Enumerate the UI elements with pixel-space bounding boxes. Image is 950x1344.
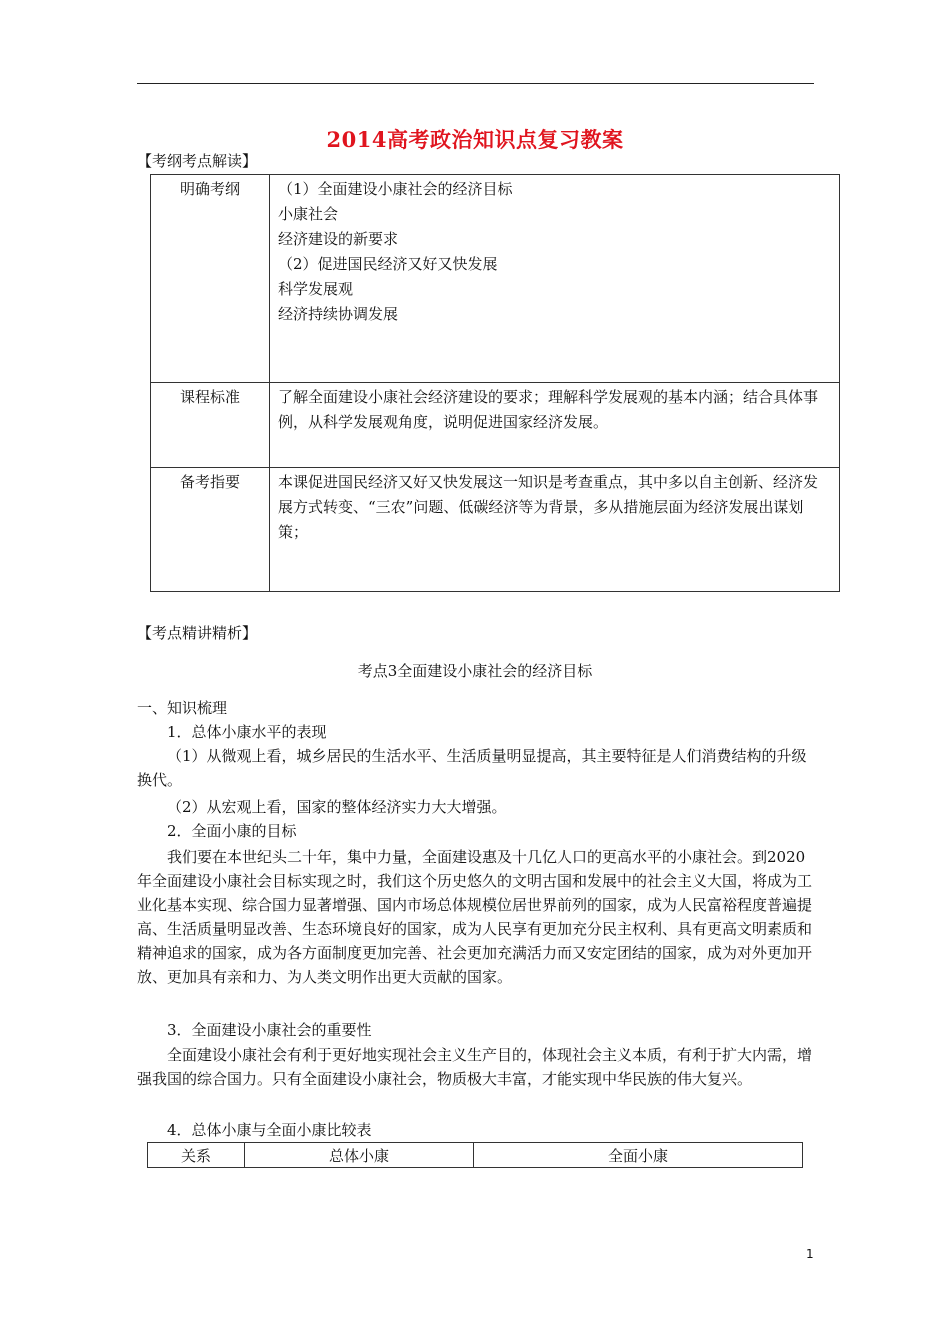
- section-heading-outline: 【考纲考点解读】: [137, 152, 258, 170]
- row-label: 明确考纲: [151, 175, 270, 383]
- paragraph-importance: 全面建设小康社会有利于更好地实现社会主义生产目的，体现社会主义本质，有利于扩大内需，增强我国的综合国力。只有全面建设小康社会，物质极大丰富，才能实现中华民族的伟大复兴。: [137, 1046, 813, 1088]
- row-label: 课程标准: [151, 383, 270, 468]
- table-header-row: [148, 1143, 803, 1168]
- row-content: [270, 175, 840, 383]
- content-line: （2）促进国民经济又好又快发展: [278, 255, 498, 273]
- kaodian-heading: 考点3全面建设小康社会的经济目标: [357, 662, 593, 680]
- subheading-4: 4．总体小康与全面小康比较表: [167, 1121, 372, 1139]
- column-header: 总体小康: [245, 1143, 474, 1168]
- table-row: [151, 383, 840, 468]
- paragraph-macro: （2）从宏观上看，国家的整体经济实力大大增强。: [167, 798, 507, 816]
- content-line: 科学发展观: [278, 280, 354, 298]
- heading-knowledge: 一、知识梳理: [137, 699, 228, 717]
- row-label: 备考指要: [151, 468, 270, 592]
- document-title: 2014高考政治知识点复习教案: [326, 127, 624, 152]
- comparison-table: [147, 1142, 803, 1168]
- content-line: 经济持续协调发展: [278, 305, 399, 323]
- subheading-2: 2．全面小康的目标: [167, 822, 297, 840]
- paragraph-goal: 我们要在本世纪头二十年，集中力量，全面建设惠及十几亿人口的更高水平的小康社会。到2020年全面建设小康社会目标实现之时，我们这个历史悠久的文明古国和发展中的社会主义大国，将成为工业化基本实现、综合国力显著增强、国内市场总体规模位居世界前列的国家，成为人民富裕程度普遍提高、生活质量明显改善、生态环境良好的国家，成为人民享有更加充分民主权利、具有更高文明素质和精神追求的国家，成为各方面制度更加完善、社会更加充满活力而又安定团结的国家，成为对外更加开放、更加具有亲和力、为人类文明作出更大贡献的国家。: [137, 848, 813, 986]
- outline-table: [150, 174, 840, 592]
- content-line: 小康社会: [278, 205, 339, 223]
- content-line: （1）全面建设小康社会的经济目标: [278, 180, 513, 198]
- row-content: 了解全面建设小康社会经济建设的要求；理解科学发展观的基本内涵；结合具体事例，从科学发展观角度，说明促进国家经济发展。: [270, 383, 840, 468]
- paragraph-micro: （1）从微观上看，城乡居民的生活水平、生活质量明显提高，其主要特征是人们消费结构的升级换代。: [137, 747, 807, 789]
- column-header: 关系: [148, 1143, 245, 1168]
- table-row: [151, 468, 840, 592]
- content-line: 经济建设的新要求: [278, 230, 399, 248]
- page-number: 1: [806, 1247, 814, 1261]
- row-content: 本课促进国民经济又好又快发展这一知识是考查重点，其中多以自主创新、经济发展方式转变、“三农”问题、低碳经济等为背景，多从措施层面为经济发展出谋划策；: [270, 468, 840, 592]
- table-row: [151, 175, 840, 383]
- column-header: 全面小康: [474, 1143, 803, 1168]
- subheading-1: 1．总体小康水平的表现: [167, 723, 327, 741]
- section-heading-analysis: 【考点精讲精析】: [137, 624, 258, 642]
- subheading-3: 3．全面建设小康社会的重要性: [167, 1021, 372, 1039]
- header-rule: [137, 83, 814, 84]
